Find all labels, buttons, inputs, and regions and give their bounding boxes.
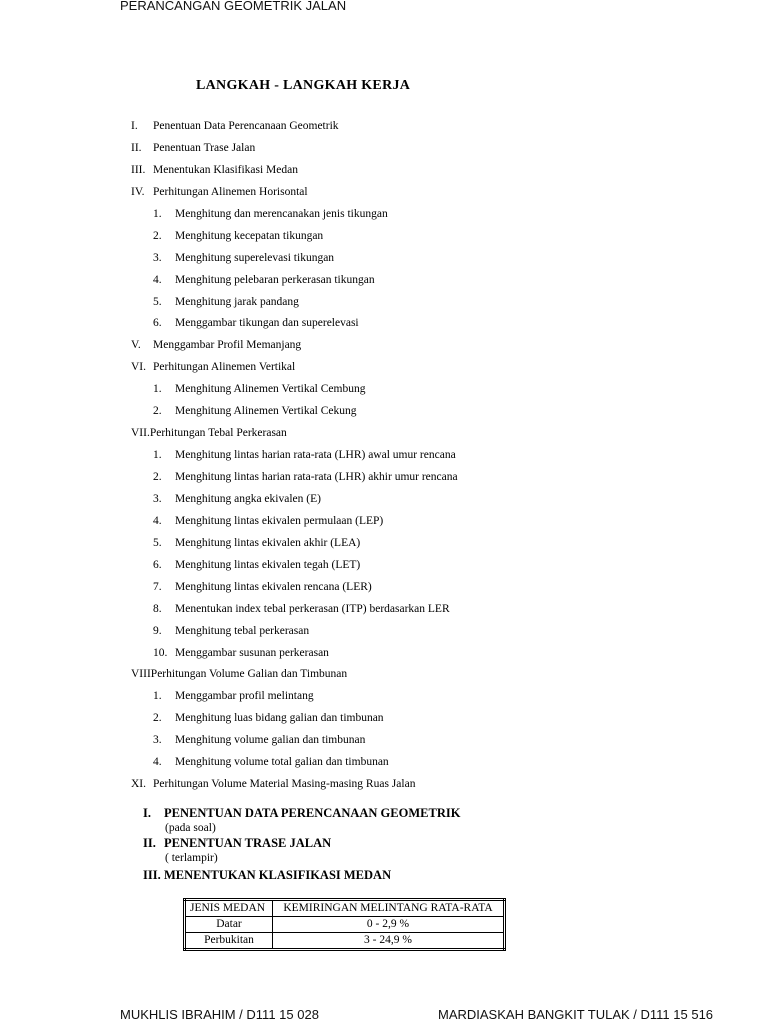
footer-author-right: MARDIASKAH BANGKIT TULAK / D111 15 516	[438, 1007, 714, 1022]
table-header-cell: JENIS MEDAN	[185, 900, 273, 917]
step-text: Menghitung volume total galian dan timbunan	[175, 756, 389, 769]
step-subitem	[0, 644, 768, 666]
step-heading	[0, 161, 768, 183]
table-cell: Datar	[185, 917, 273, 933]
step-number: 2.	[153, 471, 162, 483]
step-subitem	[0, 709, 768, 731]
step-heading	[0, 183, 768, 205]
table-header-cell: KEMIRINGAN MELINTANG RATA-RATA	[273, 900, 505, 917]
step-text: Menentukan Klasifikasi Medan	[153, 163, 298, 176]
step-subitem	[0, 249, 768, 271]
step-subitem	[0, 227, 768, 249]
step-number: XI.	[131, 778, 147, 791]
table-cell: Perbukitan	[185, 933, 273, 950]
step-number: 5.	[153, 536, 162, 549]
step-heading	[0, 358, 768, 380]
step-text: Menghitung Alinemen Vertikal Cembung	[175, 383, 366, 396]
table-header-row	[185, 900, 505, 917]
step-text: Menghitung pelebaran perkerasan tikungan	[175, 273, 375, 286]
step-subitem	[0, 753, 768, 775]
step-text: Menghitung lintas ekivalen tegah (LET)	[175, 558, 361, 571]
step-subitem	[0, 600, 768, 622]
step-subitem	[0, 271, 768, 293]
step-number: 2.	[153, 712, 162, 725]
section-title: MENENTUKAN KLASIFIKASI MEDAN	[164, 868, 392, 882]
step-number: 6.	[153, 558, 162, 571]
section-heading-2	[143, 836, 332, 851]
terrain-classification-table	[183, 898, 506, 951]
table-row	[185, 933, 505, 950]
step-number: V.	[131, 339, 141, 352]
step-text: Penentuan Data Perencanaan Geometrik	[153, 120, 339, 132]
step-text: Menggambar Profil Memanjang	[153, 339, 302, 352]
step-text: Menghitung Alinemen Vertikal Cekung	[175, 405, 357, 418]
step-number: 10.	[153, 646, 168, 659]
step-number: 6.	[153, 317, 162, 330]
section-heading-1	[143, 806, 461, 821]
step-number: IV.	[131, 185, 145, 198]
step-text: Menghitung lintas ekivalen permulaan (LEP)	[175, 514, 384, 527]
table-row	[185, 917, 505, 933]
step-subitem	[0, 402, 768, 424]
step-subitem	[0, 293, 768, 315]
step-text: Perhitungan Tebal Perkerasan	[149, 427, 287, 440]
step-number: 3.	[153, 251, 162, 264]
step-text: Perhitungan Volume Material Masing-masing Ruas Jalan	[153, 778, 416, 791]
step-number: VIII	[131, 668, 151, 681]
step-subitem	[0, 468, 768, 490]
step-subitem	[0, 556, 768, 578]
section-title: PENENTUAN TRASE JALAN	[164, 836, 332, 850]
step-text: Menghitung dan merencanakan jenis tikungan	[175, 207, 388, 220]
step-heading	[0, 775, 768, 797]
step-number: 4.	[153, 514, 162, 527]
step-number: 1.	[153, 207, 162, 220]
step-text: Menghitung volume galian dan timbunan	[175, 734, 366, 747]
step-subitem	[0, 314, 768, 336]
step-number: VI.	[131, 361, 147, 374]
step-number: VII.	[131, 427, 150, 440]
step-number: 1.	[153, 690, 162, 703]
step-text: Menghitung angka ekivalen (E)	[175, 492, 321, 505]
step-subitem	[0, 687, 768, 709]
section-heading-3	[143, 868, 392, 883]
step-number: 8.	[153, 602, 162, 615]
table-cell: 0 - 2,9 %	[273, 917, 505, 933]
step-number: I.	[131, 120, 138, 132]
section-number: II.	[143, 836, 156, 850]
step-text: Menghitung lintas ekivalen rencana (LER)	[175, 580, 372, 593]
step-number: 9.	[153, 624, 162, 637]
section-title: PENENTUAN DATA PERENCANAAN GEOMETRIK	[164, 806, 461, 820]
step-text: Penentuan Trase Jalan	[153, 141, 256, 154]
step-text: Menghitung lintas ekivalen akhir (LEA)	[175, 536, 361, 549]
step-text: Menghitung jarak pandang	[175, 295, 299, 308]
step-subitem	[0, 446, 768, 468]
footer-author-left: MUKHLIS IBRAHIM / D111 15 028	[120, 1007, 319, 1022]
step-text: Perhitungan Volume Galian dan Timbunan	[150, 668, 348, 681]
step-subitem	[0, 534, 768, 556]
step-text: Menghitung tebal perkerasan	[175, 624, 310, 637]
section-number: III.	[143, 868, 161, 882]
page-header: PERANCANGAN GEOMETRIK JALAN	[120, 0, 347, 13]
step-subitem	[0, 731, 768, 753]
step-text: Menghitung superelevasi tikungan	[175, 251, 335, 264]
step-text: Menggambar susunan perkerasan	[175, 646, 329, 659]
step-text: Perhitungan Alinemen Vertikal	[153, 361, 296, 374]
step-number: III.	[131, 163, 146, 176]
step-text: Menggambar profil melintang	[175, 690, 314, 703]
steps-list	[0, 117, 768, 797]
step-heading	[0, 336, 768, 358]
section-note: (pada soal)	[165, 822, 216, 834]
step-number: 4.	[153, 756, 162, 769]
step-subitem	[0, 490, 768, 512]
step-text: Menghitung kecepatan tikungan	[175, 229, 324, 242]
step-text: Perhitungan Alinemen Horisontal	[153, 185, 308, 198]
page-title: LANGKAH - LANGKAH KERJA	[196, 78, 411, 93]
step-text: Menggambar tikungan dan superelevasi	[175, 317, 359, 330]
step-heading	[0, 424, 768, 446]
step-subitem	[0, 205, 768, 227]
step-number: 4.	[153, 273, 162, 286]
step-number: 3.	[153, 734, 162, 747]
step-number: 1.	[153, 449, 162, 462]
step-text: Menghitung lintas harian rata-rata (LHR) akhir umur rencana	[175, 471, 458, 483]
step-number: 3.	[153, 492, 162, 505]
step-text: Menghitung luas bidang galian dan timbunan	[175, 712, 384, 725]
step-heading	[0, 665, 768, 687]
step-subitem	[0, 622, 768, 644]
step-heading	[0, 139, 768, 161]
step-subitem	[0, 512, 768, 534]
step-number: 2.	[153, 229, 162, 242]
step-heading	[0, 117, 768, 139]
step-number: 1.	[153, 383, 162, 396]
step-number: 7.	[153, 580, 162, 593]
section-number: I.	[143, 806, 151, 820]
step-subitem	[0, 380, 768, 402]
step-number: II.	[131, 141, 142, 154]
step-subitem	[0, 578, 768, 600]
table-cell: 3 - 24,9 %	[273, 933, 505, 950]
step-text: Menentukan index tebal perkerasan (ITP) berdasarkan LER	[175, 602, 450, 615]
step-number: 2.	[153, 405, 162, 418]
step-text: Menghitung lintas harian rata-rata (LHR) awal umur rencana	[175, 449, 456, 462]
section-note: ( terlampir)	[165, 852, 218, 864]
step-number: 5.	[153, 295, 162, 308]
